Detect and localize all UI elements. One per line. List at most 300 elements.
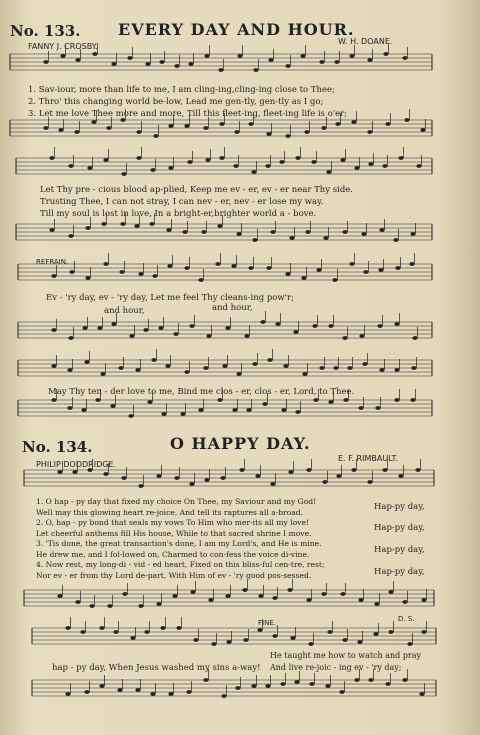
note-head bbox=[84, 690, 89, 694]
note-head bbox=[357, 640, 362, 644]
note-head bbox=[332, 278, 337, 282]
staff bbox=[32, 617, 436, 646]
note-head bbox=[225, 594, 230, 598]
note-head bbox=[189, 324, 194, 328]
note-head bbox=[295, 156, 300, 160]
note-head bbox=[312, 324, 317, 328]
note-head bbox=[49, 228, 54, 232]
note-head bbox=[43, 60, 48, 64]
note-head bbox=[143, 328, 148, 332]
note-head bbox=[336, 474, 341, 478]
refrain-line-3: May Thy ten - der love to me, Bind me clos - er, clos - er, Lord, to Thee. bbox=[48, 387, 355, 397]
note-head bbox=[136, 130, 141, 134]
note-head bbox=[237, 54, 242, 58]
note-head bbox=[398, 474, 403, 478]
hymn-133-composer: W. H. DOANE. bbox=[338, 37, 393, 46]
note-head bbox=[198, 278, 203, 282]
note-head bbox=[203, 678, 208, 682]
note-head bbox=[398, 156, 403, 160]
note-head bbox=[416, 164, 421, 168]
note-head bbox=[404, 118, 409, 122]
note-head bbox=[266, 266, 271, 270]
note-head bbox=[333, 366, 338, 370]
note-head bbox=[382, 164, 387, 168]
note-head bbox=[187, 160, 192, 164]
note-head bbox=[258, 594, 263, 598]
hymn-134-verse-line: Well may this glowing heart re-joice, And tell its raptures all a-broad. bbox=[36, 507, 304, 517]
note-head bbox=[65, 626, 70, 630]
note-head bbox=[349, 54, 354, 58]
note-head bbox=[283, 364, 288, 368]
note-head bbox=[99, 626, 104, 630]
note-head bbox=[145, 62, 150, 66]
note-head bbox=[189, 482, 194, 486]
note-head bbox=[101, 222, 106, 226]
hymn-133-line2-v1: Let Thy pre - cious blood ap-plied, Keep me ev - er, ev - er near Thy side. bbox=[40, 185, 353, 195]
note-head bbox=[410, 398, 415, 402]
note-head bbox=[172, 594, 177, 598]
note-head bbox=[321, 126, 326, 130]
note-head bbox=[150, 692, 155, 696]
note-head bbox=[316, 268, 321, 272]
note-head bbox=[300, 54, 305, 58]
happy-day-1: Hap-py day, bbox=[374, 502, 425, 512]
note-head bbox=[306, 468, 311, 472]
note-head bbox=[367, 58, 372, 62]
note-head bbox=[294, 680, 299, 684]
hymn-133-number: No. 133. bbox=[10, 22, 81, 40]
note-head bbox=[268, 58, 273, 62]
note-head bbox=[257, 628, 262, 632]
note-head bbox=[388, 590, 393, 594]
note-head bbox=[129, 334, 134, 338]
note-head bbox=[379, 368, 384, 372]
hymn-133-line2-v3: Till my soul is lost in love, In a bright-er,brighter world a - bove. bbox=[40, 209, 317, 219]
note-head bbox=[160, 626, 165, 630]
note-head bbox=[239, 468, 244, 472]
note-head bbox=[193, 638, 198, 642]
note-head bbox=[385, 122, 390, 126]
note-head bbox=[322, 480, 327, 484]
note-head bbox=[323, 236, 328, 240]
note-head bbox=[111, 322, 116, 326]
note-head bbox=[285, 64, 290, 68]
note-head bbox=[130, 636, 135, 640]
note-head bbox=[421, 598, 426, 602]
note-head bbox=[393, 238, 398, 242]
note-head bbox=[180, 412, 185, 416]
note-head bbox=[219, 156, 224, 160]
note-head bbox=[68, 234, 73, 238]
note-head bbox=[354, 678, 359, 682]
note-head bbox=[367, 480, 372, 484]
note-head bbox=[218, 68, 223, 72]
note-head bbox=[161, 412, 166, 416]
note-head bbox=[411, 366, 416, 370]
note-head bbox=[374, 602, 379, 606]
note-head bbox=[308, 642, 313, 646]
note-head bbox=[275, 322, 280, 326]
note-head bbox=[205, 158, 210, 162]
note-head bbox=[87, 166, 92, 170]
note-head bbox=[81, 408, 86, 412]
note-head bbox=[235, 686, 240, 690]
note-head bbox=[266, 132, 271, 136]
hymn-134-verse-line: 4. Now rest, my long-di - vid - ed heart, Fixed on this bliss-ful cen-tre, rest; bbox=[36, 560, 325, 569]
note-head bbox=[290, 636, 295, 640]
note-head bbox=[363, 270, 368, 274]
note-head bbox=[68, 164, 73, 168]
hymn-134-number: No. 134. bbox=[22, 438, 93, 456]
note-head bbox=[219, 122, 224, 126]
note-head bbox=[225, 326, 230, 330]
note-head bbox=[167, 264, 172, 268]
note-head bbox=[395, 266, 400, 270]
refrain-and-hour-1: and hour, bbox=[104, 306, 145, 316]
note-head bbox=[293, 330, 298, 334]
note-head bbox=[226, 640, 231, 644]
staff bbox=[18, 349, 432, 376]
note-head bbox=[72, 470, 77, 474]
note-head bbox=[339, 690, 344, 694]
note-head bbox=[84, 360, 89, 364]
note-head bbox=[51, 274, 56, 278]
note-head bbox=[92, 52, 97, 56]
note-head bbox=[246, 408, 251, 412]
note-head bbox=[295, 410, 300, 414]
note-head bbox=[340, 158, 345, 162]
note-head bbox=[340, 592, 345, 596]
note-head bbox=[321, 592, 326, 596]
hymn-134-verse-line: He drew me, and I fol-lowed on, Charmed to con-fess the voice di-vine. bbox=[36, 549, 310, 559]
note-head bbox=[379, 228, 384, 232]
happy-day-2: Hap-py day, bbox=[374, 523, 425, 533]
note-head bbox=[156, 474, 161, 478]
note-head bbox=[220, 476, 225, 480]
note-head bbox=[265, 164, 270, 168]
note-head bbox=[251, 170, 256, 174]
note-head bbox=[184, 124, 189, 128]
note-head bbox=[305, 230, 310, 234]
note-head bbox=[159, 60, 164, 64]
note-head bbox=[43, 126, 48, 130]
note-head bbox=[67, 406, 72, 410]
note-head bbox=[65, 692, 70, 696]
note-head bbox=[188, 62, 193, 66]
note-head bbox=[203, 126, 208, 130]
note-head bbox=[150, 168, 155, 172]
note-head bbox=[138, 484, 143, 488]
note-head bbox=[367, 130, 372, 134]
note-head bbox=[270, 482, 275, 486]
note-head bbox=[342, 336, 347, 340]
note-head bbox=[388, 630, 393, 634]
note-head bbox=[127, 56, 132, 60]
note-head bbox=[342, 230, 347, 234]
note-head bbox=[204, 478, 209, 482]
hymn-134-verse-line: 3. 'Tis done, the great transaction's done, I am my Lord's, and He is mine. bbox=[36, 539, 322, 548]
ds-marking: D. S. bbox=[398, 615, 415, 623]
note-head bbox=[234, 130, 239, 134]
refrain-label: REFRAIN. bbox=[36, 258, 69, 266]
note-head bbox=[252, 238, 257, 242]
note-head bbox=[203, 366, 208, 370]
note-head bbox=[281, 408, 286, 412]
note-head bbox=[252, 362, 257, 366]
note-head bbox=[151, 358, 156, 362]
note-head bbox=[182, 230, 187, 234]
note-head bbox=[74, 130, 79, 134]
note-head bbox=[135, 688, 140, 692]
note-head bbox=[232, 408, 237, 412]
note-head bbox=[75, 58, 80, 62]
note-head bbox=[412, 336, 417, 340]
note-head bbox=[326, 170, 331, 174]
note-head bbox=[174, 64, 179, 68]
refrain-line-1: Ev - 'ry day, ev - 'ry day, Let me feel Thy cleans-ing pow'r; bbox=[46, 293, 294, 303]
note-head bbox=[206, 334, 211, 338]
note-head bbox=[217, 398, 222, 402]
note-head bbox=[394, 398, 399, 402]
note-head bbox=[328, 324, 333, 328]
note-head bbox=[110, 404, 115, 408]
note-head bbox=[174, 476, 179, 480]
note-head bbox=[190, 590, 195, 594]
note-head bbox=[236, 232, 241, 236]
hymn-134-composer: E. F. RIMBAULT. bbox=[338, 454, 399, 463]
hymn-134-verse-line: 2. O, hap - py bond that seals my vows To Him who mer-its all my love! bbox=[36, 518, 309, 527]
note-head bbox=[343, 398, 348, 402]
chorus-line: hap - py day, When Jesus washed my sins a-way! bbox=[52, 663, 261, 673]
note-head bbox=[103, 262, 108, 266]
note-head bbox=[184, 370, 189, 374]
note-head bbox=[243, 638, 248, 642]
note-head bbox=[351, 468, 356, 472]
note-head bbox=[135, 368, 140, 372]
note-head bbox=[362, 362, 367, 366]
note-head bbox=[265, 684, 270, 688]
note-head bbox=[67, 368, 72, 372]
note-head bbox=[121, 172, 126, 176]
note-head bbox=[260, 320, 265, 324]
note-head bbox=[302, 372, 307, 376]
hymn-134-verse-line: Let cheerful anthems fill His house, While to that sacred shrine I move. bbox=[36, 528, 312, 538]
note-head bbox=[120, 222, 125, 226]
note-head bbox=[89, 604, 94, 608]
note-head bbox=[85, 276, 90, 280]
staff bbox=[16, 147, 432, 176]
note-head bbox=[106, 126, 111, 130]
note-head bbox=[359, 334, 364, 338]
note-head bbox=[82, 326, 87, 330]
note-head bbox=[51, 398, 56, 402]
note-head bbox=[156, 602, 161, 606]
note-head bbox=[262, 402, 267, 406]
note-head bbox=[211, 642, 216, 646]
note-head bbox=[251, 684, 256, 688]
note-head bbox=[358, 598, 363, 602]
note-head bbox=[415, 468, 420, 472]
note-head bbox=[149, 222, 154, 226]
note-head bbox=[255, 474, 260, 478]
note-head bbox=[304, 130, 309, 134]
hymn-134-verse-line: Nor ev - er from thy Lord de-part, With Him of ev - 'ry good pos-sessed. bbox=[36, 570, 312, 580]
note-head bbox=[51, 328, 56, 332]
note-head bbox=[385, 682, 390, 686]
note-head bbox=[279, 160, 284, 164]
note-head bbox=[100, 372, 105, 376]
note-head bbox=[383, 52, 388, 56]
note-head bbox=[394, 322, 399, 326]
note-head bbox=[402, 56, 407, 60]
note-head bbox=[354, 166, 359, 170]
hymn-133-title: EVERY DAY AND HOUR. bbox=[118, 20, 355, 39]
note-head bbox=[208, 598, 213, 602]
note-head bbox=[319, 60, 324, 64]
note-head bbox=[270, 230, 275, 234]
note-head bbox=[285, 272, 290, 276]
note-head bbox=[407, 642, 412, 646]
note-head bbox=[231, 264, 236, 268]
note-head bbox=[75, 600, 80, 604]
note-head bbox=[382, 468, 387, 472]
note-head bbox=[204, 54, 209, 58]
note-head bbox=[288, 470, 293, 474]
hymn-133-lyricist: FANNY J. CROSBY. bbox=[28, 42, 98, 51]
chorus-right-1: He taught me how to watch and pray bbox=[270, 651, 422, 660]
note-head bbox=[107, 604, 112, 608]
note-head bbox=[69, 270, 74, 274]
note-head bbox=[368, 678, 373, 682]
note-head bbox=[57, 594, 62, 598]
note-head bbox=[236, 372, 241, 376]
note-head bbox=[201, 230, 206, 234]
note-head bbox=[377, 324, 382, 328]
note-head bbox=[134, 224, 139, 228]
note-head bbox=[91, 120, 96, 124]
note-head bbox=[301, 276, 306, 280]
hymn-133-line2-v2: Trusting Thee, I can not stray, I can nev - er, nev - er lose my way. bbox=[40, 197, 324, 207]
note-head bbox=[334, 60, 339, 64]
note-head bbox=[168, 166, 173, 170]
note-head bbox=[85, 226, 90, 230]
note-head bbox=[351, 120, 356, 124]
note-head bbox=[267, 358, 272, 362]
note-head bbox=[244, 334, 249, 338]
note-head bbox=[147, 400, 152, 404]
note-head bbox=[97, 326, 102, 330]
hymn-134-verse-line: 1. O hap - py day that fixed my choice On Thee, my Saviour and my God! bbox=[36, 497, 317, 506]
note-head bbox=[158, 326, 163, 330]
note-head bbox=[60, 54, 65, 58]
note-head bbox=[272, 634, 277, 638]
note-head bbox=[51, 364, 56, 368]
note-head bbox=[99, 684, 104, 688]
note-head bbox=[325, 684, 330, 688]
note-head bbox=[68, 336, 73, 340]
note-head bbox=[409, 262, 414, 266]
note-head bbox=[375, 406, 380, 410]
note-head bbox=[289, 236, 294, 240]
note-head bbox=[168, 692, 173, 696]
note-head bbox=[242, 588, 247, 592]
note-head bbox=[168, 124, 173, 128]
note-head bbox=[165, 364, 170, 368]
note-head bbox=[217, 224, 222, 228]
note-head bbox=[368, 162, 373, 166]
note-head bbox=[342, 638, 347, 642]
note-head bbox=[335, 122, 340, 126]
note-head bbox=[136, 156, 141, 160]
hymn-133-verse-line-2: 2. Thro' this changing world be-low, Lead me gen-tly, gen-tly as I go; bbox=[28, 97, 324, 107]
note-head bbox=[378, 268, 383, 272]
note-head bbox=[215, 262, 220, 266]
note-head bbox=[328, 400, 333, 404]
note-head bbox=[184, 266, 189, 270]
note-head bbox=[173, 332, 178, 336]
note-head bbox=[349, 262, 354, 266]
happy-day-4: Hap-py day, bbox=[374, 567, 425, 577]
note-head bbox=[394, 368, 399, 372]
note-head bbox=[121, 476, 126, 480]
note-head bbox=[103, 158, 108, 162]
hymn-133-verse-line-3: 3. Let me love Thee more and more, Till this fleet-ing, fleet-ing life is o'er; bbox=[28, 109, 348, 119]
note-head bbox=[272, 596, 277, 600]
note-head bbox=[153, 134, 158, 138]
note-head bbox=[311, 160, 316, 164]
note-head bbox=[113, 630, 118, 634]
note-head bbox=[122, 592, 127, 596]
fine-marking: FINE. bbox=[258, 619, 276, 627]
note-head bbox=[248, 122, 253, 126]
note-head bbox=[419, 692, 424, 696]
note-head bbox=[358, 406, 363, 410]
note-head bbox=[119, 270, 124, 274]
note-head bbox=[313, 398, 318, 402]
note-head bbox=[138, 272, 143, 276]
note-head bbox=[138, 604, 143, 608]
note-head bbox=[118, 366, 123, 370]
note-head bbox=[248, 266, 253, 270]
happy-day-3: Hap-py day, bbox=[374, 545, 425, 555]
staff bbox=[18, 253, 432, 282]
note-head bbox=[280, 682, 285, 686]
note-head bbox=[152, 274, 157, 278]
note-head bbox=[57, 470, 62, 474]
note-head bbox=[253, 68, 258, 72]
note-head bbox=[198, 408, 203, 412]
staff bbox=[18, 311, 432, 340]
hymn-134-title: O HAPPY DAY. bbox=[170, 434, 311, 453]
note-head bbox=[420, 128, 425, 132]
note-head bbox=[421, 630, 426, 634]
note-head bbox=[103, 472, 108, 476]
note-head bbox=[306, 598, 311, 602]
note-head bbox=[347, 366, 352, 370]
note-head bbox=[58, 128, 63, 132]
note-head bbox=[166, 228, 171, 232]
note-head bbox=[111, 62, 116, 66]
note-head bbox=[309, 682, 314, 686]
note-head bbox=[402, 678, 407, 682]
note-head bbox=[373, 632, 378, 636]
chorus-right-2: And live re-joic - ing ev - 'ry day; bbox=[270, 663, 402, 672]
note-head bbox=[117, 688, 122, 692]
hymn-134-lyricist: PHILIP DODDRIDGE. bbox=[36, 460, 117, 469]
note-head bbox=[410, 232, 415, 236]
refrain-and-hour-2: and hour, bbox=[212, 303, 253, 313]
hymn-133-verse-line-1: 1. Sav-iour, more than life to me, I am cling-ing,cling-ing close to Thee; bbox=[28, 85, 335, 95]
